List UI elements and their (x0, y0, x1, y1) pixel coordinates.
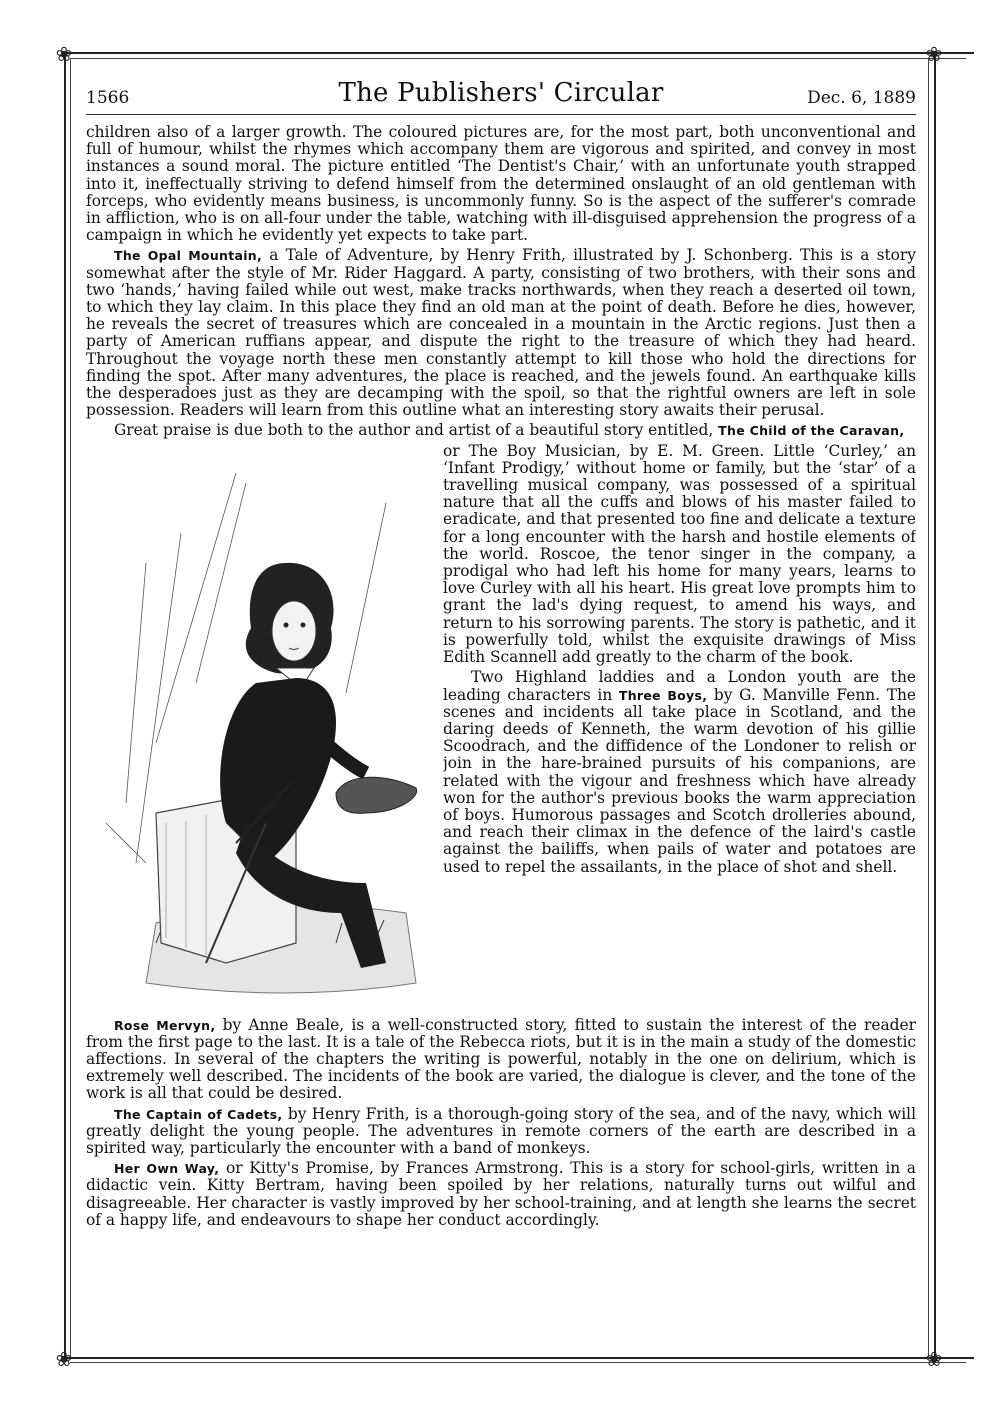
paragraph-picture-book: children also of a larger growth. The coloured pictures are, for the most part, both unconventional and full of humour, whilst the rhymes which accompany them are vigorous and spirited, and convey in most instances a sound moral. The picture entitled ‘The Dentist's Chair,’ with an unfortunate youth strapped into it, ineffectually striving to defend himself from the determined onslaught of an old gentleman with forceps, who evidently means business, is uncommonly funny. So is the aspect of the sufferer's comrade in affliction, who is on all-four under the table, watching with ill-disguised apprehension the progress of a campaign in which he evidently yet expects to take part. (86, 123, 916, 245)
frame-rule-bottom-inner (70, 1362, 966, 1363)
journal-title: The Publishers' Circular (338, 78, 664, 108)
frame-rule-left-inner (70, 58, 71, 1358)
review-text: by Henry Frith, is a thorough-going story of the sea, and of the navy, which will greatly delight the young people. The adventures in remote corners of the earth are described in a spirited way, particularly the encounter with a band of monkeys. (86, 1104, 917, 1158)
article-body (86, 124, 916, 1232)
paragraph-three-boys (443, 669, 916, 875)
book-title: Her Own Way, (114, 1161, 220, 1177)
book-title: The Child of the Caravan, (718, 423, 905, 439)
corner-ornament-icon: ❀ (55, 1347, 73, 1371)
review-text: a Tale of Adventure, by Henry Frith, illustrated by J. Schonberg. This is a story somewhat after the style of Mr. Rider Haggard. A party, consisting of two brothers, with their sons and two ‘hands,’ having failed while out west, make tracks northwards, when they reach a deserted oil town, to which they lay claim. In this place they find an old man at the point of death. Before he dies, however, he reveals the secret of treasures which are concealed in a mountain in the Arctic regions. Just then a party of American ruffians appear, and dispute the right to the treasure of which they had heard. Throughout the voyage north these men constantly attempt to kill those who hold the directions for finding the spot. After many adventures, the place is reached, and the jewels found. An earthquake kills the desperadoes just as they are decamping with the spoil, so that the rightful owners are left in sole possession. Readers will learn from this outline what an interesting story awaits their perusal. (86, 246, 916, 420)
illustration-boy-violinist (86, 443, 431, 1013)
header-rule (86, 114, 916, 115)
paragraph-child-caravan: or The Boy Musician, by E. M. Green. Little ‘Curley,’ an ‘Infant Prodigy,’ without home or family, but the ‘star’ of a travelling musical company, was possessed of a spiritual nature that all the cuffs and blows of his master failed to eradicate, and that presented too fine and delicate a texture for a long encounter with the harsh and hostile elements of the world. Roscoe, the tenor singer in the company, a prodigal who had left his home for many years, learns to love Curley with all his heart. His great love prompts him to grant the lad's dying request, to amend his ways, and return to his sorrowing parents. The story is pathetic, and it is powerfully told, whilst the exquisite drawings of Miss Edith Scannell add greatly to the charm of the book. (443, 442, 916, 667)
book-title: Rose Mervyn, (114, 1017, 216, 1033)
book-title: The Captain of Cadets, (114, 1106, 283, 1122)
paragraph-child-caravan-lead (86, 422, 916, 439)
corner-ornament-icon: ❀ (925, 42, 943, 66)
book-title: The Opal Mountain, (114, 248, 263, 264)
paragraph-opal-mountain (86, 247, 916, 419)
issue-date: Dec. 6, 1889 (807, 88, 916, 108)
book-title: Three Boys, (618, 687, 708, 703)
review-lead: Two Highland laddies and a London youth are the leading characters in (443, 668, 916, 704)
page-header (86, 78, 916, 110)
corner-ornament-icon: ❀ (925, 1347, 943, 1371)
frame-rule-right-inner (928, 58, 929, 1358)
review-text: by Anne Beale, is a well-constructed story, fitted to sustain the interest of the reader from the first page to the last. It is a tale of the Rebecca riots, but it is in the main a study of the domestic affections. In several of the chapters the writing is powerful, notably in the one on delirium, which is extremely well described. The incidents of the book are varied, the dialogue is clever, and the tone of the work is all that could be desired. (86, 1015, 917, 1103)
paragraph-rose-mervyn (86, 1017, 916, 1103)
paragraph-captain-cadets (86, 1106, 916, 1158)
frame-rule-top (62, 52, 974, 54)
page-number: 1566 (86, 88, 130, 108)
frame-rule-left (64, 52, 66, 1357)
review-lead: Great praise is due both to the author and artist of a beautiful story entitled, (114, 421, 719, 440)
child-caravan-wrap (443, 443, 916, 879)
review-text: or Kitty's Promise, by Frances Armstrong. This is a story for school-girls, written in a didactic vein. Kitty Bertram, having been spoiled by her relations, naturally turns out wilful and disagreeable. Her character is vastly improved by her school-training, and at length she learns the secret of a happy life, and endeavours to shape her conduct accordingly. (86, 1159, 916, 1229)
review-text: by G. Manville Fenn. The scenes and incidents all take place in Scotland, and the daring deeds of Kenneth, the warm devotion of his gillie Scoodrach, and the diffidence of the Londoner to relish or join in the hare-brained pursuits of his companions, are related with the vigour and freshness which have already won for the author's previous books the warm appreciation of boys. Humorous passages and Scotch drolleries abound, and reach their climax in the defence of the laird's castle against the bailiffs, when pails of water and potatoes are used to repel the assailants, in the place of shot and shell. (443, 685, 916, 876)
frame-rule-right (934, 52, 936, 1357)
paragraph-her-own-way (86, 1160, 916, 1229)
corner-ornament-icon: ❀ (55, 42, 73, 66)
frame-rule-top-inner (70, 58, 966, 59)
frame-rule-bottom (62, 1357, 974, 1359)
